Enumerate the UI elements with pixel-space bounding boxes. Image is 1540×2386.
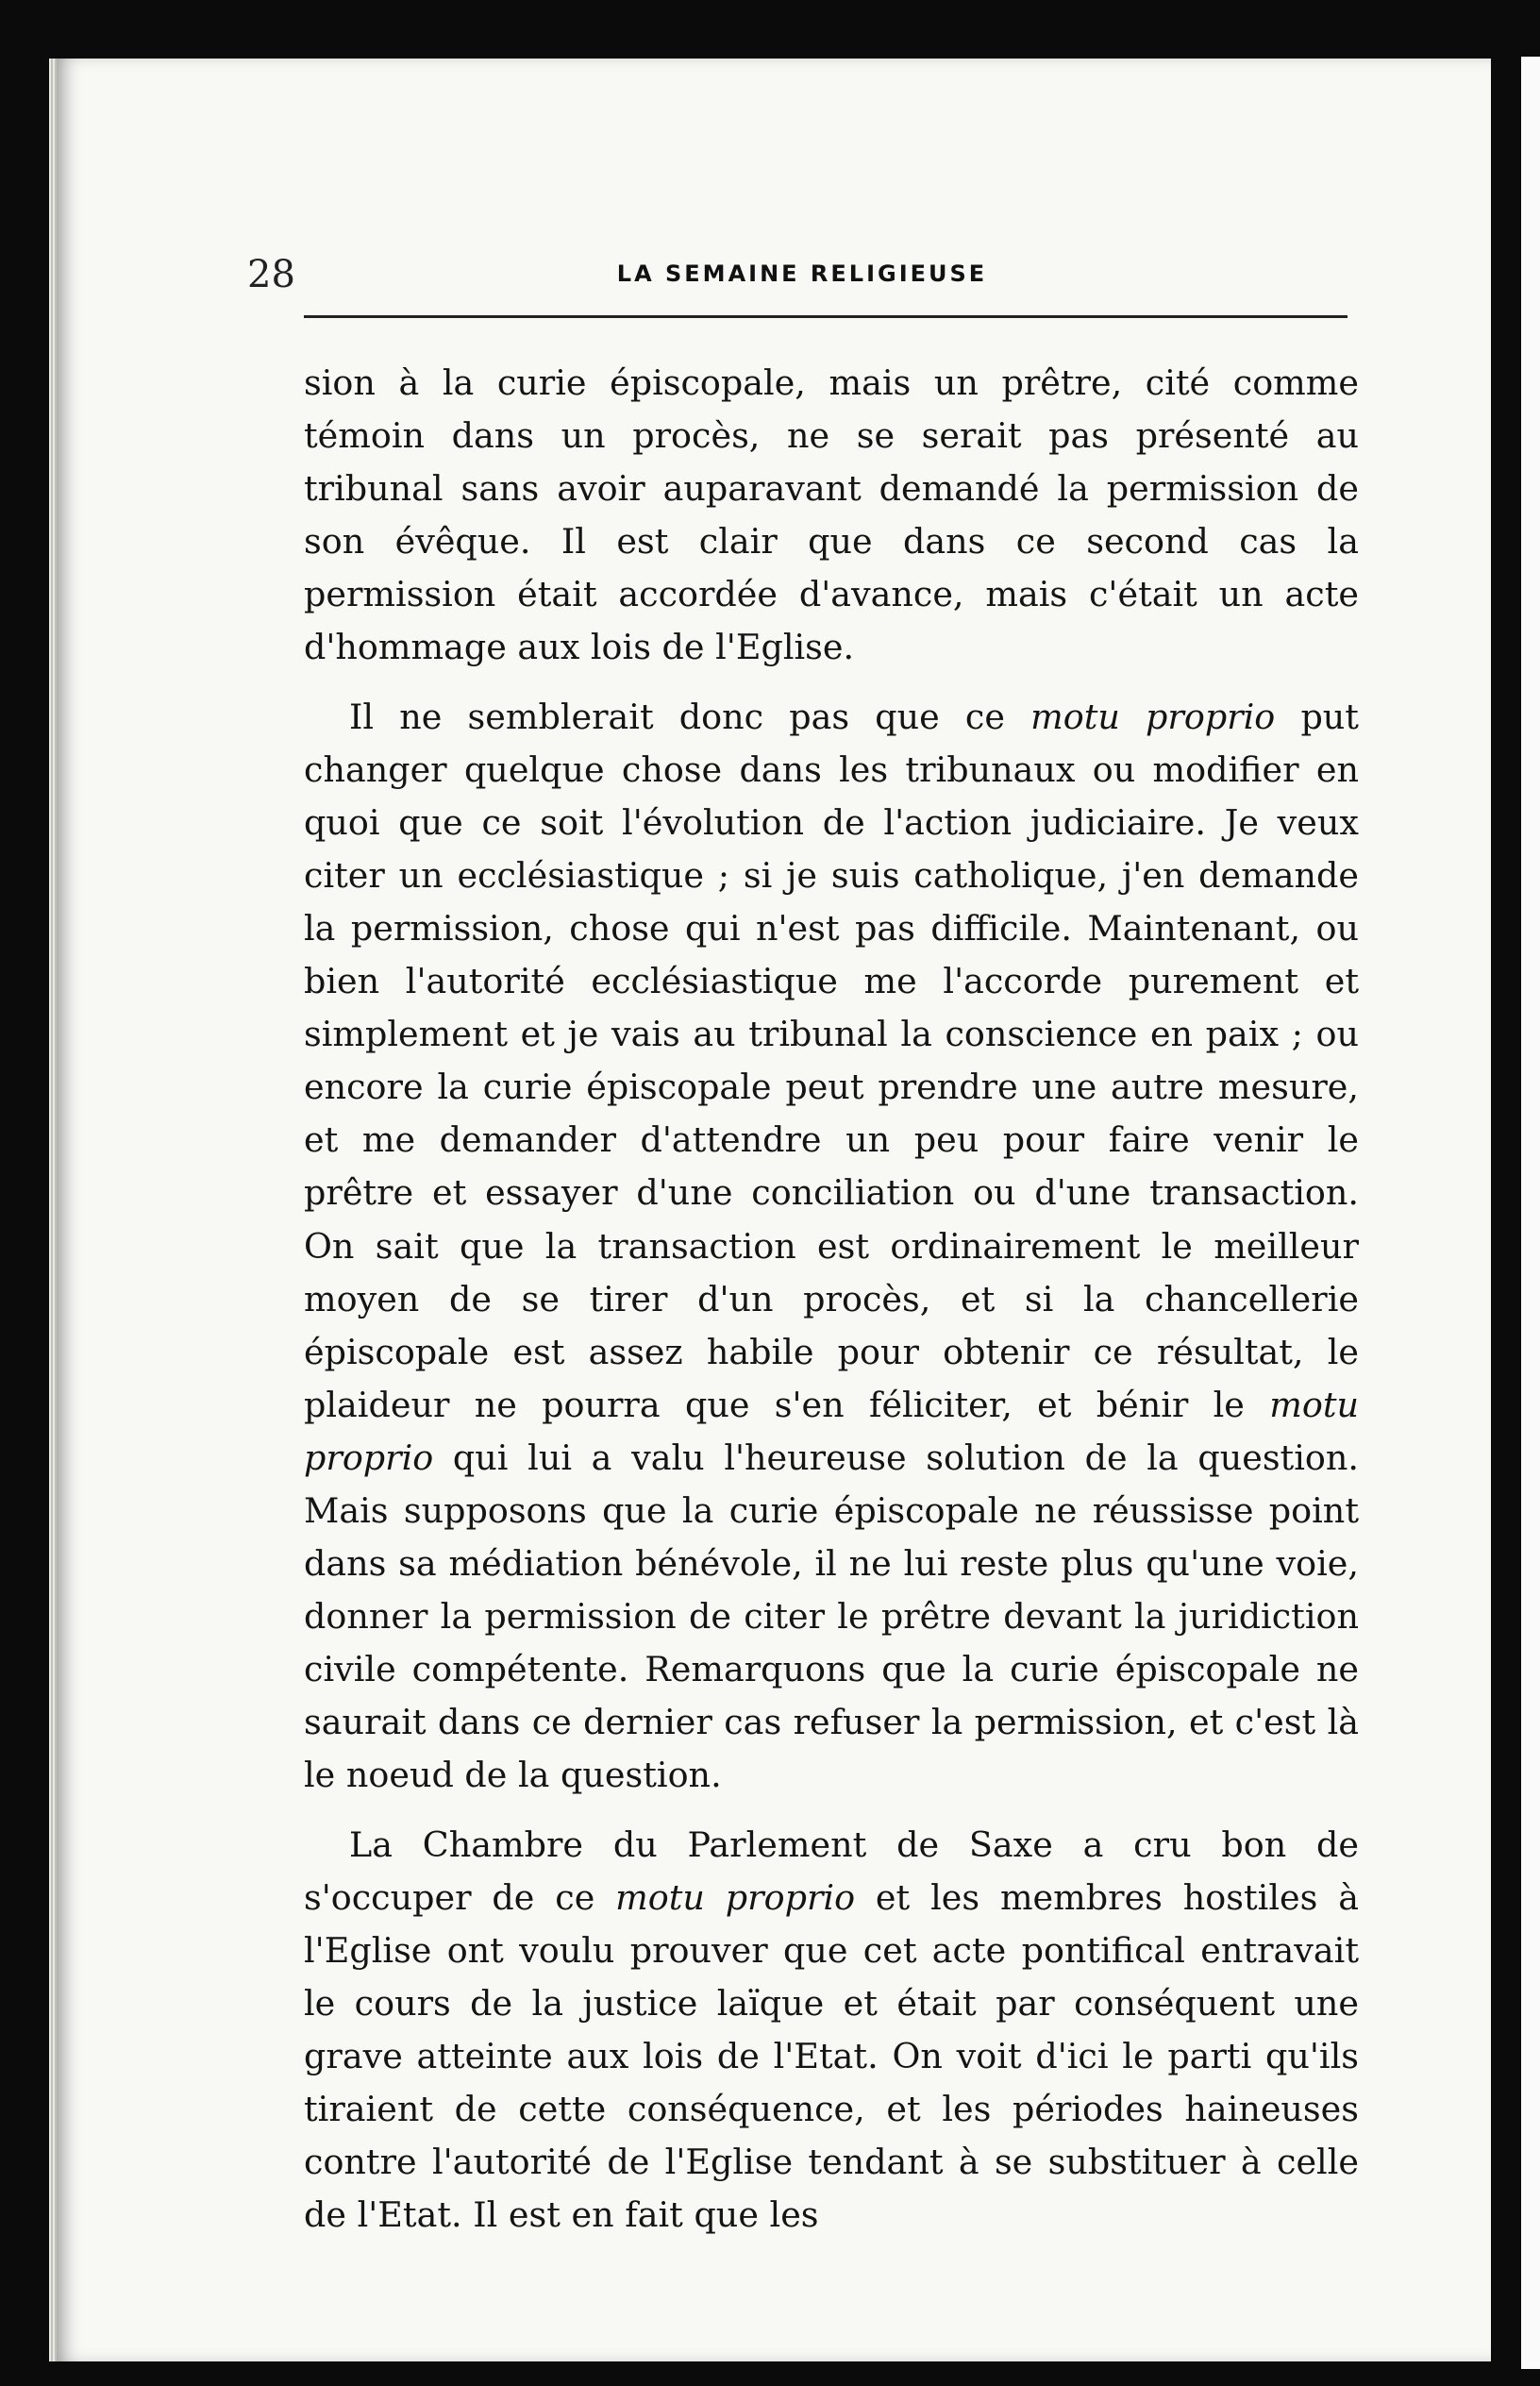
text-segment: sion à la curie épiscopale, mais un prêtre, cité comme témoin dans un procès, ne se serait pas présenté au tribunal sans avoir auparavant demandé la permission de son évêque. Il est clair que dans ce second cas la permission était accordée d'avance, mais c'était un acte d'hommage aux lois de l'Eglise. bbox=[304, 362, 1359, 668]
text-segment: et les membres hostiles à l'Eglise ont voulu prouver que cet acte pontifical entravait le cours de la justice laïque et était par conséquent une grave atteinte aux lois de l'Etat. On voit d'ici le parti qu'ils tiraient de cette conséquence, et les périodes haineuses contre l'autorité de l'Eglise tendant à se substituer à celle de l'Etat. Il est en fait que les bbox=[304, 1876, 1359, 2236]
italic-term: motu proprio bbox=[304, 1384, 1359, 1478]
paragraph bbox=[304, 691, 1359, 1803]
italic-term: motu proprio bbox=[615, 1876, 856, 1918]
page-number: 28 bbox=[247, 253, 295, 296]
gutter-shadow bbox=[1506, 57, 1521, 2369]
text-segment: Il ne semblerait donc pas que ce bbox=[349, 696, 1031, 737]
italic-term: motu proprio bbox=[1030, 696, 1276, 737]
text-segment: qui lui a valu l'heureuse solution de la question. Mais supposons que la curie épiscopale ne réussisse point dans sa médiation bénévole, il ne lui reste plus qu'une voie, donner la permission de citer le prêtre devant la juridiction civile compétente. Remarquons que la curie épiscopale ne saurait dans ce dernier cas refuser la permission, et c'est là le noeud de la question. bbox=[304, 1437, 1359, 1796]
facing-page-edge bbox=[1521, 57, 1540, 2369]
text-segment: put changer quelque chose dans les tribunaux ou modifier en quoi que ce soit l'évolution de l'action judiciaire. Je veux citer un ecclésiastique ; si je suis catholique, j'en demande la permission, chose qui n'est pas difficile. Maintenant, ou bien l'autorité ecclésiastique me l'accorde purement et simplement et je vais au tribunal la conscience en paix ; ou encore la curie épiscopale peut prendre une autre mesure, et me demander d'attendre un peu pour faire venir le prêtre et essayer d'une conciliation ou d'une transaction. On sait que la transaction est ordinairement le meilleur moyen de se tirer d'un procès, et si la chancellerie épiscopale est assez habile pour obtenir ce résultat, le plaideur ne pourra que s'en féliciter, et bénir le bbox=[304, 696, 1359, 1425]
header-rule bbox=[304, 315, 1348, 318]
page-header bbox=[247, 253, 1357, 310]
text-segment: La Chambre du Parlement de Saxe a cru bon de s'occuper de ce bbox=[304, 1823, 1359, 1918]
body-text bbox=[304, 357, 1359, 2242]
paragraph bbox=[304, 357, 1359, 675]
running-title: LA SEMAINE RELIGIEUSE bbox=[616, 260, 988, 287]
paragraph bbox=[304, 1819, 1359, 2243]
